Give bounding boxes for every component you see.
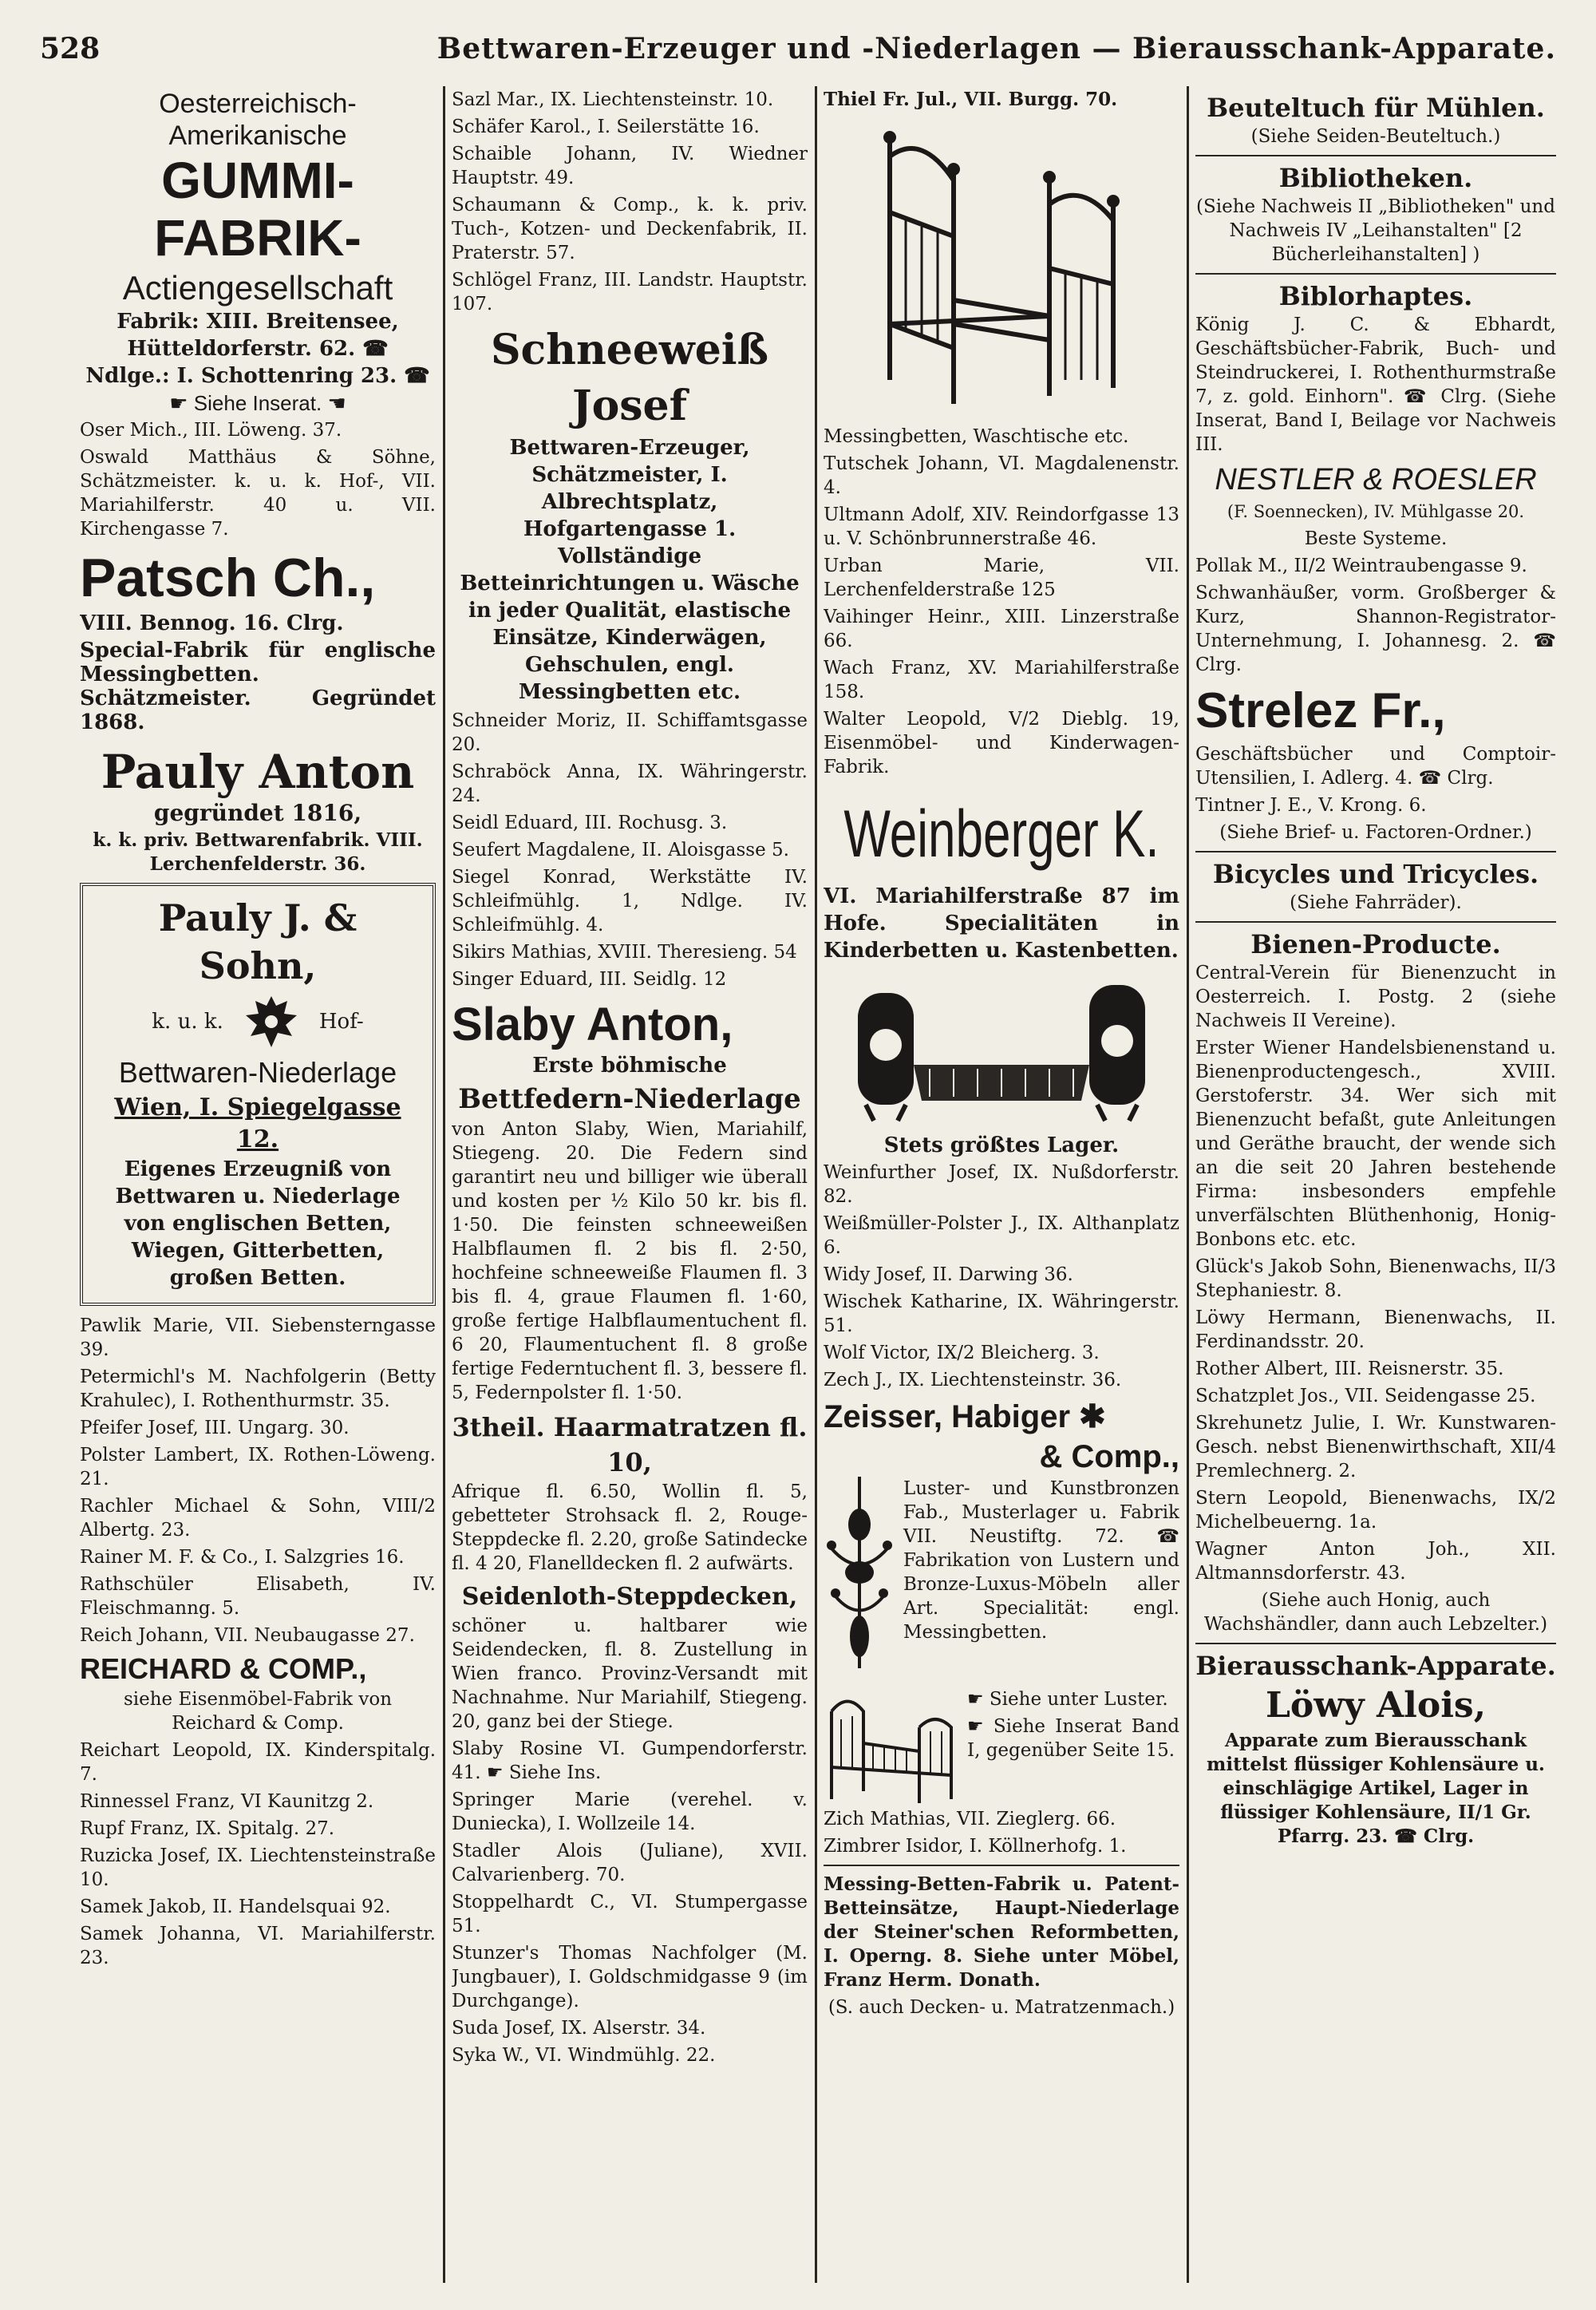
eagle-crest-icon (239, 990, 303, 1054)
ad-headline: Pauly J. & Sohn, (158, 896, 358, 987)
ad-headline: Pauly Anton (101, 745, 415, 799)
section-title: Bicycles und Tricycles. (1212, 859, 1539, 889)
ad-headline: GUMMI-FABRIK- (154, 152, 361, 267)
zeisser-refs (967, 1687, 1179, 1807)
list-item: Rother Albert, III. Reisnerstr. 35. (1195, 1359, 1504, 1379)
pauly-sohn-ad (80, 883, 436, 1306)
ad-line: schöner u. haltbarer wie Seidendecken, fl. 8. Zustellung in Wien franco. Provinz-Versandt mit Nachnahme. Nur Mariahilf, Stiegeng. 20, ganz bei der Stiege. (452, 1616, 808, 1732)
ad-line: Fabrik: XIII. Breitensee, (117, 310, 399, 334)
ad-headline: Slaby Anton, (452, 999, 733, 1050)
crib-bed-illustration (842, 969, 1161, 1129)
list-item: Stadler Alois (Juliane), XVII. Calvarienberg. 70. (452, 1841, 808, 1885)
list-item: Schaumann & Comp., k. k. priv. Tuch-, Kotzen- und Deckenfabrik, II. Praterstr. 57. (452, 195, 808, 263)
list-item: Weißmüller-Polster J., IX. Althanplatz 6. (824, 1213, 1179, 1258)
ad-headline: Zeisser, Habiger ✱ (824, 1399, 1106, 1434)
list-item: Weinfurther Josef, IX. Nußdorferstr. 82. (824, 1162, 1179, 1207)
list-item: Tintner J. E., V. Krong. 6. (1195, 795, 1427, 816)
list-item: Syka W., VI. Windmühlg. 22. (452, 2045, 716, 2066)
ad-line: ☛ Siehe unter Luster. (967, 1689, 1168, 1710)
list-item: Zich Mathias, VII. Zieglerg. 66. (824, 1809, 1116, 1829)
list-item: Samek Johanna, VI. Mariahilferstr. 23. (80, 1924, 436, 1968)
list-item: Slaby Rosine VI. Gumpendorferstr. 41. ☛ Siehe Ins. (452, 1738, 808, 1783)
strelez-ad (1195, 680, 1556, 790)
list-item: Springer Marie (verehel. v. Duniecka), I. Wollzeile 14. (452, 1790, 808, 1834)
pointing-hand-icon: ☛ (169, 391, 194, 415)
list-item: Glück's Jakob Sohn, Bienenwachs, II/3 Stephaniestr. 8. (1195, 1256, 1556, 1301)
column-3 (824, 88, 1179, 2279)
column-rule (815, 86, 817, 2283)
list-item: Rainer M. F. & Co., I. Salzgries 16. (80, 1547, 405, 1568)
ad-line: Stets größtes Lager. (883, 1133, 1120, 1157)
ad-line: Seidenloth-Steppdecken, (461, 1583, 798, 1611)
list-item: Zech J., IX. Liechtensteinstr. 36. (824, 1370, 1122, 1390)
ad-line: Bettwaren-Erzeuger, Schätzmeister, I. Albrechtsplatz, Hofgartengasse 1. Vollständige Betteinrichtungen u. Wäsche in jeder Qualität, elastische Einsätze, Kinderwägen, Gehschulen, engl. Messingbetten etc. (460, 436, 800, 704)
ad-line: k. u. k. (152, 1010, 223, 1034)
list-item: Oswald Matthäus & Söhne, Schätzmeister. k. u. k. Hof-, VII. Mariahilferstr. 40 u. VII. Kirchengasse 7. (80, 447, 436, 540)
list-item: Schäfer Karol., I. Seilerstätte 16. (452, 117, 760, 137)
ad-line: Actiengesellschaft (122, 269, 393, 307)
ad-line: Hütteldorferstr. 62. ☎ (127, 337, 389, 361)
ad-line: 3theil. Haarmatratzen fl. 10, (452, 1412, 808, 1477)
ad-line: Oesterreichisch-Amerikanische (159, 89, 357, 151)
list-item: Messing-Betten-Fabrik u. Patent-Betteinsätze, Haupt-Niederlage der Steiner'schen Reformbetten, I. Operng. 8. Siehe unter Möbel, Franz Herm. Donath. (824, 1873, 1179, 1991)
zeisser-body-2 (824, 1687, 1179, 1807)
divider (1195, 921, 1556, 923)
chandelier-illustration (824, 1477, 895, 1684)
list-item: Reichart Leopold, IX. Kinderspitalg. 7. (80, 1740, 436, 1785)
ad-line: Afrique fl. 6.50, Wollin fl. 5, gebetteter Strohsack fl. 2, Rouge-Steppdecke fl. 2.20, große Satindecke fl. 4 20, Flanelldecken fl. 2 aufwärts. (452, 1481, 808, 1574)
patsch-ad (80, 544, 436, 734)
ad-headline: & Comp., (1039, 1439, 1179, 1474)
pointing-hand-icon: ☚ (322, 391, 346, 415)
lowy-ad (1195, 1683, 1556, 1849)
divider (1195, 155, 1556, 156)
reichard-ad (80, 1651, 436, 1735)
page-header (40, 22, 1556, 75)
list-item: Reich Johann, VII. Neubaugasse 27. (80, 1625, 415, 1646)
list-item: Walter Leopold, V/2 Dieblg. 19, Eisenmöbel- und Kinderwagen-Fabrik. (824, 709, 1179, 777)
list-item: Wischek Katharine, IX. Währingerstr. 51. (824, 1291, 1179, 1336)
list-item: Petermichl's M. Nachfolgerin (Betty Krahulec), I. Rothenthurmstr. 35. (80, 1367, 436, 1411)
schneeweiss-ad (452, 322, 808, 706)
list-item: Sikirs Mathias, XVIII. Theresieng. 54 (452, 942, 797, 963)
list-item: Pollak M., II/2 Weintraubengasse 9. (1195, 556, 1527, 576)
ad-line: Bettwaren-Niederlage (118, 1056, 397, 1089)
ad-line: von Anton Slaby, Wien, Mariahilf, Stiegeng. 20. Die Federn sind garantirt neu und billiger wie überall und kosten per ½ Kilo 50 kr. bis fl. 1·50. Die feinsten schneeweißen Halbflaumen fl. 2 bis fl. 2·50, hochfeine schneeweiße Flaumen fl. 3 bis fl. 4, graue Flaumen fl. 1·60, große fertige Halbflaumentuchent fl. 6 20, Flaumentuchent fl. 8 große fertige Federntuchent fl. 3, bessere fl. 5, Federnpolster fl. 1·50. (452, 1119, 808, 1403)
list-item: Ruzicka Josef, IX. Liechtensteinstraße 10. (80, 1845, 436, 1890)
ad-line: Luster- und Kunstbronzen Fab., Musterlager u. Fabrik VII. Neustiftg. 72. ☎ Fabrikation von Lustern und Bronze-Luxus-Möbeln aller Art. Specialität: engl. Messingbetten. (903, 1478, 1179, 1643)
list-item: Central-Verein für Bienenzucht in Oesterreich. I. Postg. 2 (siehe Nachweis II Vereine). (1195, 963, 1556, 1031)
ad-line: k. k. priv. Bettwarenfabrik. VIII. Lerchenfelderstr. 36. (93, 829, 423, 875)
brass-crib-illustration (824, 1687, 959, 1807)
list-item: Thiel Fr. Jul., VII. Burgg. 70. (824, 89, 1118, 110)
list-item: Schaible Johann, IV. Wiedner Hauptstr. 49. (452, 144, 808, 188)
ad-line (80, 391, 436, 415)
column-4 (1195, 88, 1556, 2279)
list-item: Schlögel Franz, III. Landstr. Hauptstr. 107. (452, 270, 808, 314)
list-item: Stunzer's Thomas Nachfolger (M. Jungbauer), I. Goldschmidgasse 9 (im Durchgange). (452, 1943, 808, 2011)
list-item: Polster Lambert, IX. Rothen-Löweng. 21. (80, 1445, 436, 1489)
pauly-anton-ad (80, 742, 436, 876)
section-note: (Siehe Seiden-Beuteltuch.) (1250, 126, 1501, 147)
ad-line: Eigenes Erzeugniß von Bettwaren u. Niederlage von englischen Betten, Wiegen, Gitterbetten, großen Betten. (115, 1157, 401, 1290)
list-item: Urban Marie, VII. Lerchenfelderstraße 125 (824, 556, 1179, 600)
list-item: Erster Wiener Handelsbienenstand u. Bienenproductengesch., XVIII. Gerstoferstr. 34. Wer sich mit Bienenzucht befaßt, gute Anleitungen und Geräthe braucht, der wende sich an die seit 20 Jahren bestehende Firma: insbesonders empfehle unverfälschten Blüthenhonig, Honig-Bonbons etc. etc. (1195, 1038, 1556, 1250)
ad-headline: Strelez Fr., (1195, 683, 1446, 738)
list-item: Ultmann Adolf, XIV. Reindorfgasse 13 u. V. Schönbrunnerstraße 46. (824, 504, 1179, 549)
ad-line: Erste böhmische (532, 1054, 727, 1078)
list-item: Rathschüler Elisabeth, IV. Fleischmanng. 5. (80, 1574, 436, 1619)
ad-headline: Schneeweiß Josef (490, 326, 769, 430)
ad-line: Ndlge.: I. Schottenring 23. ☎ (85, 364, 430, 388)
list-item: Wagner Anton Joh., XII. Altmannsdorferstr. 43. (1195, 1539, 1556, 1584)
ad-line: siehe Eisenmöbel-Fabrik von Reichard & Comp. (123, 1689, 393, 1734)
ad-headline: Löwy Alois, (1265, 1685, 1487, 1726)
divider (1195, 851, 1556, 852)
divider (824, 1865, 1179, 1866)
ad-line: (F. Soennecken), IV. Mühlgasse 20. (1227, 502, 1525, 521)
ad-line: Geschäftsbücher und Comptoir-Utensilien, I. Adlerg. 4. ☎ Clrg. (1195, 744, 1556, 789)
ad-line: gegründet 1816, (153, 800, 362, 826)
zeisser-ad (824, 1397, 1179, 1807)
brass-bed-illustration (858, 117, 1145, 420)
list-item: Suda Josef, IX. Alserstr. 34. (452, 2018, 706, 2039)
list-item: Schraböck Anna, IX. Währingerstr. 24. (452, 761, 808, 806)
gummi-fabrik-ad (80, 88, 436, 415)
list-item: Sazl Mar., IX. Liechtensteinstr. 10. (452, 89, 774, 110)
weinberger-ad (824, 785, 1179, 1157)
section-title: Beuteltuch für Mühlen. (1207, 93, 1545, 123)
ad-line: Bettfedern-Niederlage (458, 1083, 801, 1115)
list-item: Stoppelhardt C., VI. Stumpergasse 51. (452, 1892, 808, 1936)
ad-line: Hof- (318, 1010, 364, 1034)
ad-line: VI. Mariahilferstraße 87 im Hofe. Specialitäten in Kinderbetten u. Kastenbetten. (824, 884, 1179, 963)
ad-line: Beste Systeme. (1304, 528, 1448, 549)
list-item: (Siehe auch Honig, auch Wachshändler, dann auch Lebzelter.) (1203, 1590, 1548, 1635)
section-title: Bierausschank-Apparate. (1195, 1651, 1556, 1681)
list-item: Zimbrer Isidor, I. Köllnerhofg. 1. (824, 1836, 1127, 1857)
list-item: Seufert Magdalene, II. Aloisgasse 5. (452, 840, 789, 860)
ad-line: VIII. Bennog. 16. Clrg. (80, 611, 344, 635)
column-rule (1187, 86, 1189, 2283)
list-item: Siegel Konrad, Werkstätte IV. Schleifmühlg. 1, Ndlge. IV. Schleifmühlg. 4. (452, 867, 808, 935)
list-item: Rupf Franz, IX. Spitalg. 27. (80, 1818, 335, 1839)
list-item: Tutschek Johann, VI. Magdalenenstr. 4. (824, 453, 1179, 498)
list-item: Wolf Victor, IX/2 Bleicherg. 3. (824, 1343, 1100, 1363)
see-inserat: Siehe Inserat. (193, 391, 322, 415)
ad-headline: Weinberger K. (843, 797, 1159, 872)
divider (1195, 273, 1556, 275)
list-item: Widy Josef, II. Darwing 36. (824, 1264, 1073, 1285)
column-2 (452, 88, 808, 2279)
section-title: Bienen-Producte. (1250, 929, 1501, 959)
ad-line: Apparate zum Bierausschank mittelst flüssiger Kohlensäure u. einschlägige Artikel, Lager in flüssiger Kohlensäure, II/1 Gr. Pfarrg. 23. ☎ Clrg. (1207, 1730, 1545, 1847)
list-item: Rachler Michael & Sohn, VIII/2 Albertg. 23. (80, 1496, 436, 1541)
section-note: (Siehe Nachweis II „Bibliotheken" und Nachweis IV „Leihanstalten" [2 Bücherleihanstalten] ) (1196, 196, 1555, 265)
column-1 (80, 88, 436, 2279)
section-title: Bibliotheken. (1278, 163, 1473, 193)
list-item: Schatzplet Jos., VII. Seidengasse 25. (1195, 1386, 1536, 1406)
list-item: Stern Leopold, Bienenwachs, IX/2 Michelbeuerng. 1a. (1195, 1488, 1556, 1533)
nestler-ad (1195, 460, 1556, 551)
ad-line: Special-Fabrik für englische Messingbetten. Schätzmeister. Gegründet 1868. (80, 639, 436, 734)
list-item: Pfeifer Josef, III. Ungarg. 30. (80, 1418, 350, 1438)
list-item: Schwanhäußer, vorm. Großberger & Kurz, Shannon-Registrator-Unternehmung, I. Johannesg. 2. ☎ Clrg. (1195, 583, 1556, 675)
section-note: (Siehe Fahrräder). (1290, 892, 1462, 913)
ad-line: ☛ Siehe Inserat Band I, gegenüber Seite 15. (967, 1716, 1179, 1761)
list-item: Pawlik Marie, VII. Siebensterngasse 39. (80, 1315, 436, 1360)
list-item: (S. auch Decken- u. Matratzenmach.) (828, 1997, 1175, 2018)
slaby-ad (452, 996, 808, 1734)
ad-line: Wien, I. Spiegelgasse 12. (114, 1094, 401, 1153)
list-item: Messingbetten, Waschtische etc. (824, 426, 1129, 447)
list-item: Seidl Eduard, III. Rochusg. 3. (452, 813, 728, 833)
page-title: Bettwaren-Erzeuger und -Niederlagen — Bierausschank-Apparate. (437, 32, 1556, 65)
column-rule (443, 86, 445, 2283)
ad-headline: Patsch Ch., (80, 548, 376, 608)
list-item: Vaihinger Heinr., XIII. Linzerstraße 66. (824, 607, 1179, 651)
section-title: Biblorhaptes. (1278, 281, 1473, 311)
ad-crest-row (94, 990, 421, 1054)
page-number: 528 (40, 32, 101, 65)
zeisser-body (824, 1477, 1179, 1684)
list-item: (Siehe Brief- u. Factoren-Ordner.) (1219, 822, 1532, 843)
list-item: Schneider Moriz, II. Schiffamtsgasse 20. (452, 710, 808, 755)
divider (1195, 1643, 1556, 1644)
list-item: Samek Jakob, II. Handelsquai 92. (80, 1897, 391, 1917)
ad-headline: NESTLER & ROESLER (1215, 463, 1537, 496)
list-item: Oser Mich., III. Löweng. 37. (80, 420, 342, 441)
list-item: Skrehunetz Julie, I. Wr. Kunstwaren-Gesch. nebst Bienenwirthschaft, XII/4 Premlechnerg. 2. (1195, 1413, 1556, 1481)
list-item: König J. C. & Ebhardt, Geschäftsbücher-Fabrik, Buch- und Steindruckerei, I. Rothenthurmstraße 7, z. gold. Einhorn". ☎ Clrg. (Siehe Inserat, Band I, Beilage vor Nachweis III. (1195, 314, 1556, 455)
list-item: Singer Eduard, III. Seidlg. 12 (452, 969, 727, 990)
list-item: Wach Franz, XV. Mariahilferstraße 158. (824, 658, 1179, 702)
list-item: Löwy Hermann, Bienenwachs, II. Ferdinandsstr. 20. (1195, 1307, 1556, 1352)
list-item: Rinnessel Franz, VI Kaunitzg 2. (80, 1791, 374, 1812)
ad-headline: REICHARD & COMP., (80, 1652, 367, 1685)
